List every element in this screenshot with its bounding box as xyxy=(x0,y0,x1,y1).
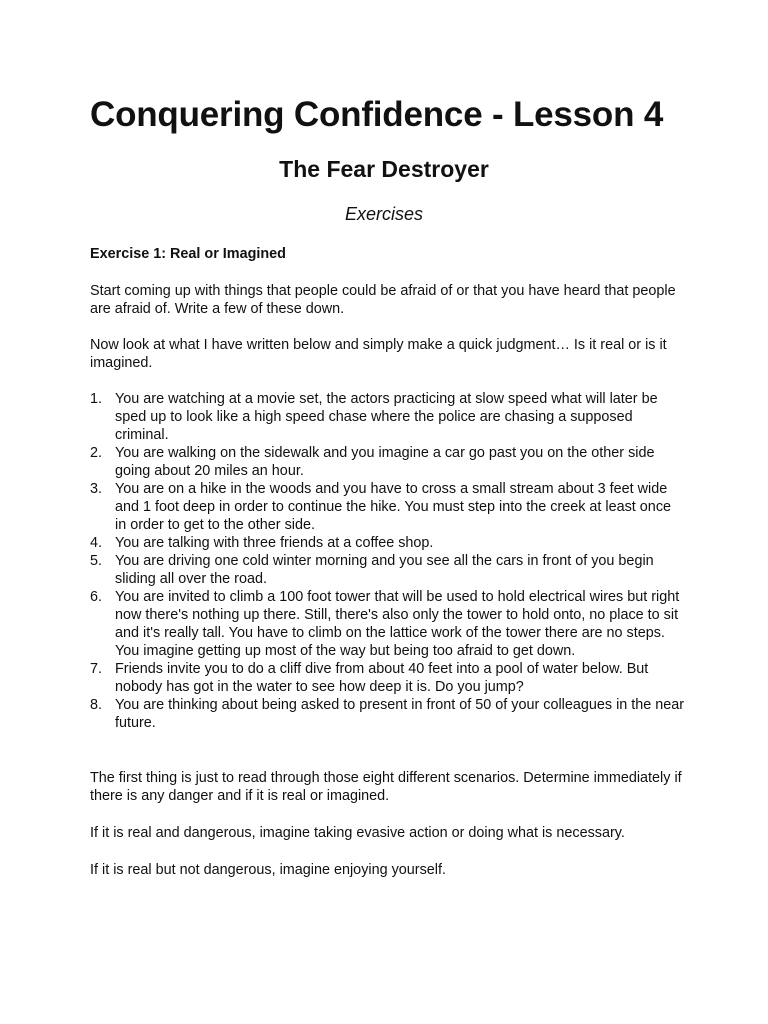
summary-paragraph: The first thing is just to read through those eight different scenarios. Determine immediately if there is any danger and if it is real or imagined. xyxy=(90,770,682,804)
scenario-list xyxy=(90,390,686,732)
list-item xyxy=(90,534,686,552)
list-item-number: 4. xyxy=(90,535,103,551)
lesson-subtitle: The Fear Destroyer xyxy=(279,156,489,182)
instruction-paragraph: Now look at what I have written below and simply make a quick judgment… Is it real or is it imagined. xyxy=(90,337,667,371)
real-not-dangerous-paragraph: If it is real but not dangerous, imagine enjoying yourself. xyxy=(90,862,446,878)
list-item-text: You are walking on the sidewalk and you imagine a car go past you on the other side going about 20 miles an hour. xyxy=(115,445,655,479)
exercise-heading: Exercise 1: Real or Imagined xyxy=(90,246,286,262)
list-item-text: Friends invite you to do a cliff dive from about 40 feet into a pool of water below. But nobody has got in the water to see how deep it is. Do you jump? xyxy=(115,661,649,695)
list-item xyxy=(90,660,686,696)
list-item xyxy=(90,588,686,660)
list-item-text: You are driving one cold winter morning and you see all the cars in front of you begin sliding all over the road. xyxy=(115,553,654,587)
list-item-number: 6. xyxy=(90,589,103,605)
list-item-text: You are watching at a movie set, the actors practicing at slow speed what will later be sped up to look like a high speed chase where the police are chasing a supposed criminal. xyxy=(115,391,658,443)
list-item-text: You are on a hike in the woods and you have to cross a small stream about 3 feet wide and 1 foot deep in order to continue the hike. You must step into the creek at least once in order to get to the other side. xyxy=(115,481,672,533)
list-item-text: You are talking with three friends at a coffee shop. xyxy=(115,535,434,551)
list-item-number: 7. xyxy=(90,661,103,677)
list-item-number: 2. xyxy=(90,445,103,461)
list-item-number: 8. xyxy=(90,697,103,713)
list-item xyxy=(90,696,686,732)
list-item xyxy=(90,390,686,444)
list-item-text: You are thinking about being asked to present in front of 50 of your colleagues in the near future. xyxy=(115,697,685,731)
real-dangerous-paragraph: If it is real and dangerous, imagine taking evasive action or doing what is necessary. xyxy=(90,825,625,841)
intro-paragraph: Start coming up with things that people could be afraid of or that you have heard that people are afraid of. Write a few of these down. xyxy=(90,283,676,317)
section-label: Exercises xyxy=(344,204,424,224)
page-title: Conquering Confidence - Lesson 4 xyxy=(90,95,664,134)
list-item-number: 5. xyxy=(90,553,103,569)
list-item-text: You are invited to climb a 100 foot tower that will be used to hold electrical wires but right now there's nothing up there. Still, there's also only the tower to hold onto, no place to sit and it's really tall. You have to climb on the lattice work of the tower there are no steps. You imagine getting up most of the way but being too afraid to get down. xyxy=(115,589,680,659)
list-item xyxy=(90,480,686,534)
list-item-number: 3. xyxy=(90,481,103,497)
list-item-number: 1. xyxy=(90,391,103,407)
list-item xyxy=(90,552,686,588)
list-item xyxy=(90,444,686,480)
